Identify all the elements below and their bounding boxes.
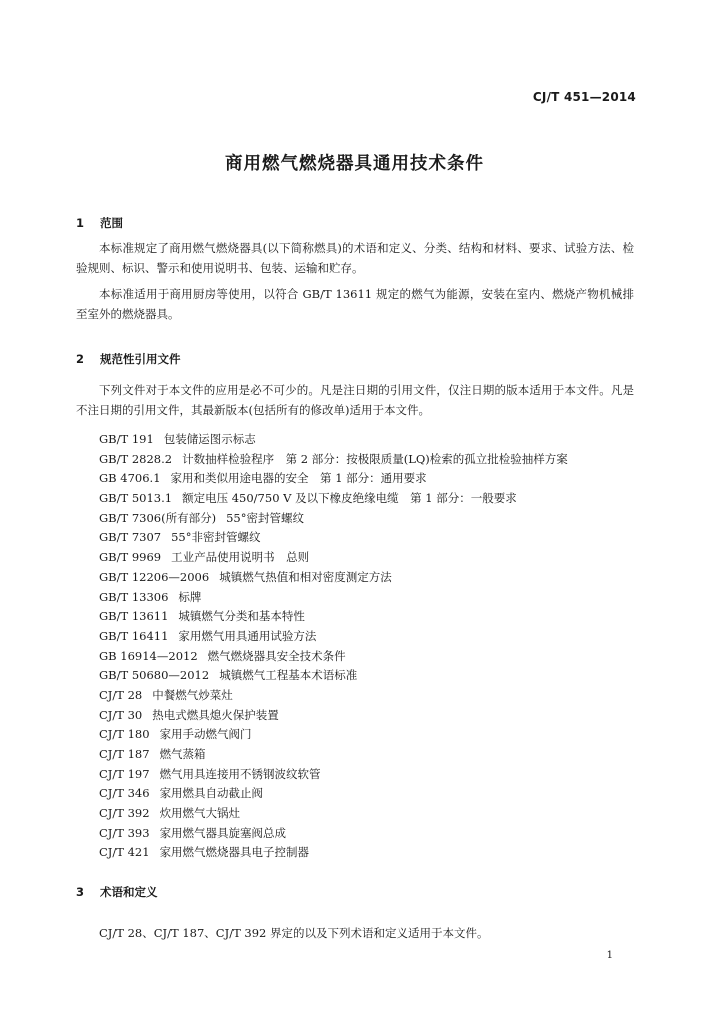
reference-code: GB/T 50680—2012: [99, 668, 210, 683]
reference-code: CJ/T 392: [99, 806, 150, 821]
reference-title: 55°密封管螺纹: [226, 510, 304, 525]
reference-title: 额定电压 450/750 V 及以下橡皮绝缘电缆 第 1 部分：一般要求: [182, 491, 517, 506]
reference-code: GB/T 5013.1: [99, 491, 173, 506]
scope-paragraph-2: 本标准适用于商用厨房等使用，以符合 GB/T 13611 规定的燃气为能源，安装在室内、燃烧产物机械排至室外的燃烧器具。: [76, 287, 634, 321]
reference-code: CJ/T 30: [99, 707, 143, 722]
reference-title: 标牌: [178, 589, 202, 604]
reference-item: [99, 745, 568, 765]
document-title: 商用燃气燃烧器具通用技术条件: [225, 154, 484, 174]
section-heading-terms: [76, 884, 158, 900]
reference-code: CJ/T 180: [99, 727, 150, 742]
reference-item: [99, 824, 568, 844]
reference-title: 家用燃气器具旋塞阀总成: [159, 825, 287, 840]
reference-item: [99, 548, 568, 568]
reference-title: 工业产品使用说明书 总则: [171, 550, 310, 565]
reference-code: GB/T 16411: [99, 628, 169, 643]
reference-item: [99, 804, 568, 824]
reference-item: [99, 568, 568, 588]
section-title: 规范性引用文件: [100, 352, 181, 366]
section-number: 1: [76, 216, 85, 230]
reference-code: GB/T 12206—2006: [99, 569, 210, 584]
reference-item: [99, 784, 568, 804]
reference-title: 城镇燃气分类和基本特性: [178, 609, 305, 624]
reference-title: 家用燃气用具通用试验方法: [178, 628, 317, 643]
section-number: 2: [76, 352, 85, 366]
reference-title: 燃气蒸箱: [159, 747, 206, 761]
reference-title: 55°非密封管螺纹: [171, 530, 261, 545]
reference-item: [99, 686, 568, 706]
reference-title: 热电式燃具熄火保护装置: [152, 707, 279, 722]
section-number: 3: [76, 885, 85, 899]
reference-title: 燃气用具连接用不锈钢波纹软管: [159, 766, 321, 781]
reference-item: [99, 627, 568, 647]
reference-title: 计数抽样检验程序 第 2 部分：按极限质量(LQ)检索的孤立批检验抽样方案: [182, 451, 568, 466]
reference-code: GB/T 7307: [99, 530, 162, 545]
reference-code: CJ/T 393: [99, 825, 150, 840]
reference-title: 燃气燃烧器具安全技术条件: [207, 648, 346, 663]
reference-code: CJ/T 421: [99, 845, 150, 860]
reference-item: [99, 450, 568, 470]
reference-title: 家用和类似用途电器的安全 第 1 部分：通用要求: [170, 471, 427, 486]
reference-code: CJ/T 197: [99, 766, 150, 781]
section-heading-scope: [76, 215, 123, 231]
reference-code: GB/T 13611: [99, 609, 169, 624]
reference-item: [99, 528, 568, 548]
reference-code: CJ/T 346: [99, 786, 150, 801]
reference-item: [99, 843, 568, 863]
reference-item: [99, 430, 568, 450]
reference-title: 家用燃气燃烧器具电子控制器: [159, 845, 310, 860]
terms-intro: CJ/T 28、CJ/T 187、CJ/T 392 界定的以及下列术语和定义适用于本文件。: [99, 926, 489, 940]
section-title: 范围: [100, 216, 124, 230]
reference-code: GB/T 13306: [99, 589, 169, 604]
reference-code: GB/T 2828.2: [99, 451, 173, 466]
reference-item: [99, 489, 568, 509]
scope-paragraph-1: 本标准规定了商用燃气燃烧器具(以下简称燃具)的术语和定义、分类、结构和材料、要求、试验方法、检验规则、标识、警示和使用说明书、包装、运输和贮存。: [76, 241, 634, 275]
reference-title: 城镇燃气热值和相对密度测定方法: [219, 569, 392, 584]
reference-item: [99, 509, 568, 529]
standard-code: CJ/T 451—2014: [532, 90, 636, 104]
reference-code: GB 4706.1: [99, 471, 161, 486]
reference-title: 中餐燃气炒菜灶: [152, 687, 233, 702]
reference-title: 包装储运图示标志: [163, 432, 256, 446]
reference-item: [99, 706, 568, 726]
reference-code: GB/T 191: [99, 432, 154, 446]
reference-item: [99, 647, 568, 667]
normative-refs-intro: 下列文件对于本文件的应用是必不可少的。凡是注日期的引用文件，仅注日期的版本适用于本文件。凡是不注日期的引用文件，其最新版本(包括所有的修改单)适用于本文件。: [76, 383, 634, 417]
section-title: 术语和定义: [100, 885, 158, 899]
reference-item: [99, 765, 568, 785]
reference-list: [99, 430, 568, 863]
reference-item: [99, 666, 568, 686]
reference-title: 炊用燃气大锅灶: [159, 806, 241, 821]
reference-title: 城镇燃气工程基本术语标准: [219, 668, 358, 683]
reference-item: [99, 725, 568, 745]
reference-item: [99, 607, 568, 627]
reference-code: CJ/T 28: [99, 687, 143, 702]
reference-code: GB/T 9969: [99, 550, 162, 565]
section-heading-normative-refs: [76, 351, 181, 367]
reference-code: CJ/T 187: [99, 747, 150, 761]
reference-title: 家用手动燃气阀门: [159, 727, 252, 742]
reference-code: GB/T 7306(所有部分): [99, 510, 217, 525]
reference-item: [99, 469, 568, 489]
page-number: 1: [606, 950, 613, 961]
reference-item: [99, 588, 568, 608]
reference-code: GB 16914—2012: [99, 648, 198, 663]
reference-title: 家用燃具自动截止阀: [159, 786, 264, 801]
